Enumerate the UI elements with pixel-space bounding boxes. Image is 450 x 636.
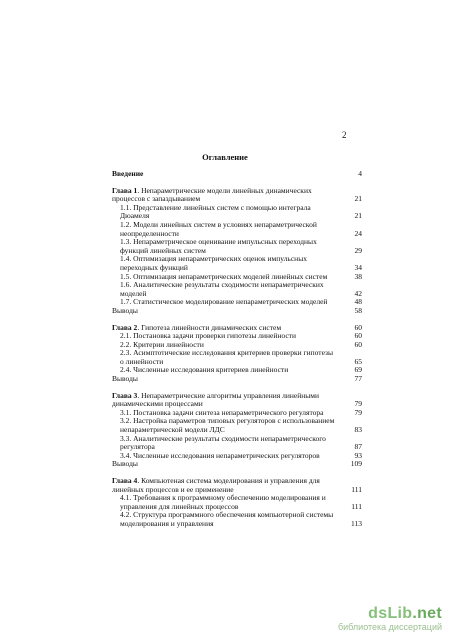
toc-entry[interactable]: [112, 375, 362, 384]
chapter-label: Глава 3: [112, 390, 138, 400]
toc-entry-page: 109: [350, 459, 362, 469]
toc-subsection-entry[interactable]: [112, 511, 362, 528]
toc-entry-text: 2.1. Постановка задачи проверки гипотезы линейности: [120, 331, 296, 341]
toc-entry-text: 1.6. Аналитические результаты сходимости непараметрических моделей: [120, 280, 324, 298]
toc-entry-title: [112, 452, 342, 461]
table-of-contents: [112, 170, 362, 529]
toc-entry-page: 24: [354, 228, 362, 238]
toc-entry-page: 60: [354, 322, 362, 332]
toc-entry[interactable]: [112, 307, 362, 316]
toc-entry-title: [112, 460, 342, 469]
toc-entry-text: 3.4. Численные исследования непараметрических регуляторов: [120, 450, 320, 460]
toc-entry-page: 60: [354, 339, 362, 349]
toc-entry-title: [112, 170, 342, 179]
toc-entry[interactable]: [112, 477, 362, 494]
toc-entry-page: 42: [354, 288, 362, 298]
toc-entry-title: [112, 375, 342, 384]
toc-entry-page: 111: [351, 501, 362, 511]
chapter-label: Введение: [112, 169, 144, 178]
toc-entry-page: 65: [354, 356, 362, 366]
toc-title: Оглавление: [202, 152, 248, 162]
toc-entry-title: [112, 349, 342, 366]
toc-entry-text: 3.2. Настройка параметров типовых регуляторов с использованием непараметрической модели ЛДС: [120, 416, 335, 435]
toc-entry-page: 38: [354, 271, 362, 281]
toc-entry-title: [112, 366, 342, 375]
toc-entry-title: [112, 435, 342, 452]
toc-entry-title: [112, 187, 342, 204]
watermark-logo[interactable]: dsLib.net: [368, 605, 442, 622]
toc-entry-page: 87: [354, 442, 362, 452]
toc-entry-page: 29: [354, 245, 362, 255]
toc-entry-page: 21: [354, 194, 362, 204]
toc-subsection-entry[interactable]: [112, 435, 362, 452]
toc-subsection-entry[interactable]: [112, 221, 362, 238]
toc-subsection-entry[interactable]: [112, 417, 362, 434]
toc-entry-title: [112, 255, 342, 272]
toc-entry-page: 93: [354, 450, 362, 460]
toc-entry-page: 58: [354, 305, 362, 315]
toc-entry-text: 1.3. Непараметрическое оценивание импульсных переходных функций линейных систем: [120, 237, 317, 255]
chapter-label: Глава 2: [112, 322, 138, 332]
toc-entry-text: 1.2. Модели линейных систем в условиях непараметрической неопределенности: [120, 219, 317, 238]
toc-entry-title: [112, 221, 342, 238]
toc-subsection-entry[interactable]: [112, 494, 362, 511]
toc-entry-text: 1.4. Оптимизация непараметрических оценок импульсных переходных функций: [120, 254, 307, 272]
toc-entry-page: 69: [354, 365, 362, 375]
toc-entry-text: 4.2. Структура программного обеспечения компьютерной системы моделирования и управления: [120, 510, 334, 528]
toc-entry-text: Выводы: [112, 305, 138, 315]
toc-entry-text: . Непараметрические алгоритмы управления линейными динамическими процессами: [112, 390, 320, 409]
toc-subsection-entry[interactable]: [112, 298, 362, 307]
toc-entry-page: 113: [351, 518, 362, 528]
toc-entry-title: [112, 298, 342, 307]
toc-entry-text: 1.1. Представление линейных систем с помощью интеграла Дюамеля: [120, 202, 311, 221]
toc-subsection-entry[interactable]: [112, 366, 362, 375]
toc-entry-text: 1.7. Статистическое моделирование непараметрических моделей: [120, 297, 328, 307]
toc-entry-page: 60: [354, 331, 362, 341]
toc-entry-text: . Непараметрические модели линейных динамических процессов с запаздыванием: [112, 185, 312, 204]
toc-entry-title: [112, 511, 342, 528]
toc-entry[interactable]: [112, 187, 362, 204]
toc-entry-title: [112, 494, 342, 511]
chapter-label: Глава 4: [112, 476, 138, 485]
toc-entry-text: 2.4. Численные исследования критериев линейности: [120, 365, 289, 375]
toc-entry-text: . Компьютеная система моделирования и управления для линейных процессов и ее применение: [112, 476, 320, 494]
toc-entry-page: 111: [351, 484, 362, 494]
toc-entry-page: 79: [354, 407, 362, 417]
toc-entry-title: [112, 417, 342, 434]
toc-entry-page: 21: [354, 211, 362, 221]
toc-subsection-entry[interactable]: [112, 238, 362, 255]
toc-entry-title: [112, 392, 342, 409]
toc-subsection-entry[interactable]: [112, 452, 362, 461]
page-number: 2: [342, 130, 347, 140]
toc-subsection-entry[interactable]: [112, 349, 362, 366]
toc-entry-page: 79: [354, 399, 362, 409]
toc-subsection-entry[interactable]: [112, 255, 362, 272]
watermark: [338, 605, 442, 632]
toc-entry-text: . Гипотеза линейности динамических систем: [137, 322, 282, 332]
toc-entry-page: 4: [358, 169, 362, 178]
toc-entry[interactable]: [112, 170, 362, 179]
toc-entry-text: Выводы: [112, 374, 138, 384]
toc-entry-page: 34: [354, 262, 362, 272]
toc-entry-page: 48: [354, 297, 362, 307]
toc-subsection-entry[interactable]: [112, 281, 362, 298]
chapter-label: Глава 1: [112, 185, 138, 195]
toc-entry-text: 2.3. Асимптотические исследования критериев проверки гипотезы о линейности: [120, 348, 333, 366]
toc-entry-text: Выводы: [112, 459, 138, 469]
toc-entry-page: 77: [354, 374, 362, 384]
toc-entry-title: [112, 281, 342, 298]
toc-entry-title: [112, 307, 342, 316]
toc-entry-text: 4.1. Требования к программному обеспечению моделирования и управления для линейных процессов: [120, 493, 326, 511]
toc-entry[interactable]: [112, 460, 362, 469]
toc-subsection-entry[interactable]: [112, 204, 362, 221]
toc-entry-title: [112, 477, 342, 494]
watermark-subtitle: библиотека диссертаций: [337, 622, 442, 632]
toc-entry-title: [112, 238, 342, 255]
toc-entry-text: 3.1. Постановка задачи синтеза непараметрического регулятора: [120, 407, 324, 417]
toc-entry-text: 2.2. Критерии линейности: [120, 339, 204, 349]
toc-entry[interactable]: [112, 392, 362, 409]
toc-entry-page: 83: [354, 425, 362, 435]
toc-entry-text: 3.3. Аналитические результаты сходимости непараметрического регулятора: [120, 433, 326, 452]
toc-entry-title: [112, 204, 342, 221]
toc-entry-text: 1.5. Оптимизация непараметрических моделей линейных систем: [120, 271, 328, 281]
